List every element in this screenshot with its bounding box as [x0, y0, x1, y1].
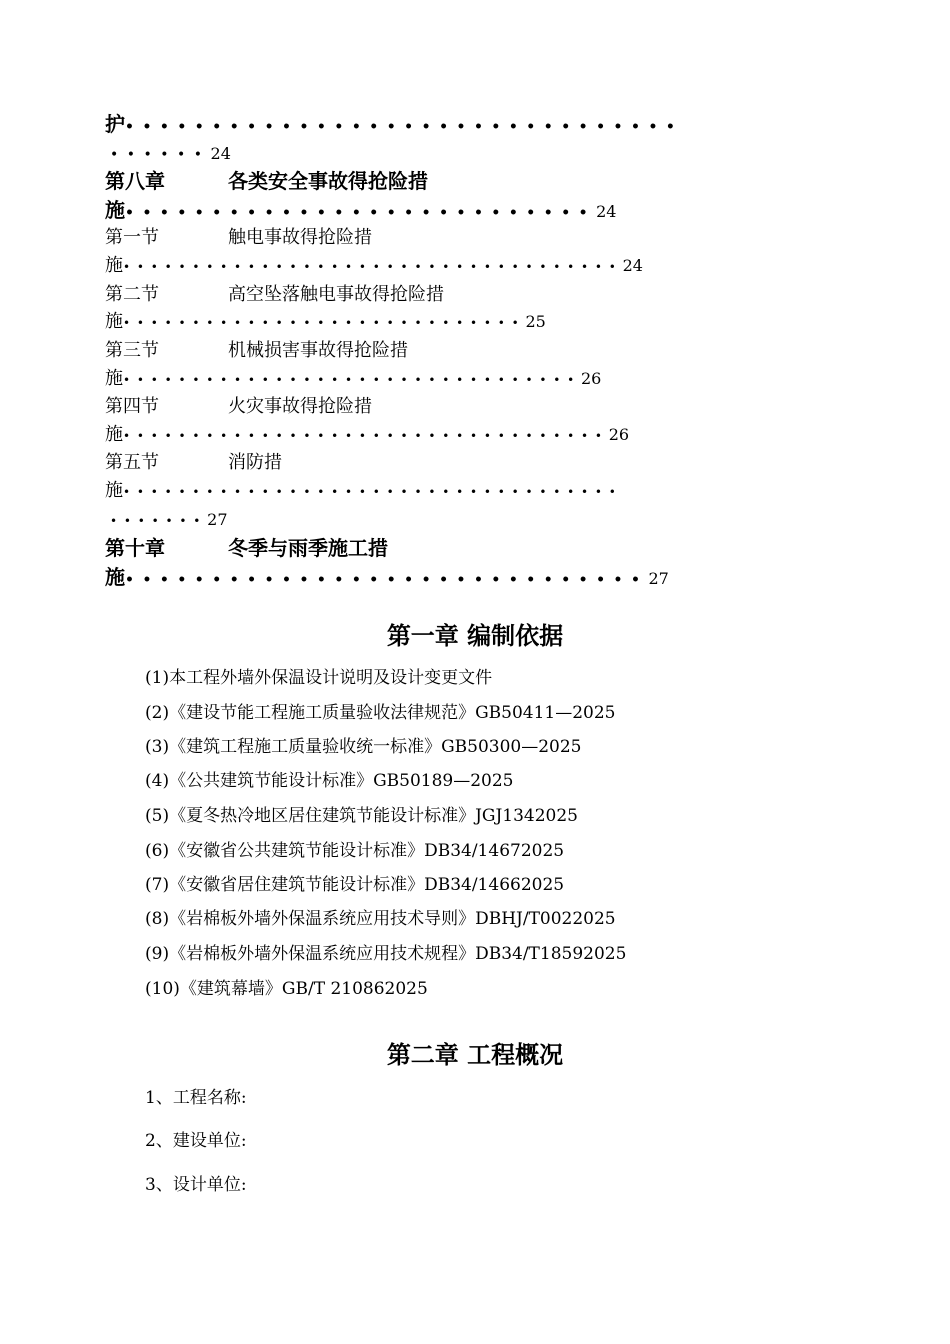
toc-chapter-8-title: 各类安全事故得抢险措: [228, 169, 428, 193]
toc-section-4-cont: [105, 424, 629, 447]
toc-section-3-cont: [105, 368, 601, 391]
project-info-item-2: 2、建设单位:: [145, 1131, 247, 1151]
toc-leader-dots: •••••••••••••••••••••••••••: [125, 205, 597, 221]
toc-cont-head: 施: [105, 255, 123, 276]
toc-section-5-cont-2: [110, 509, 228, 532]
reference-item-4: (4)《公共建筑节能设计标准》GB50189—2025: [145, 771, 514, 791]
toc-page-number: 27: [648, 569, 669, 588]
toc-page-number: 26: [608, 425, 630, 444]
toc-leader-dots: ••••••••••••••••••••••••••••••••••••: [123, 260, 623, 274]
toc-page-number: 24: [210, 144, 231, 163]
toc-leader-dots: •••••••••••••••••••••••••••••: [123, 316, 526, 330]
toc-leader-dots: ••••••••••••••••••••••••••••••••: [125, 119, 684, 135]
toc-section-2-title: 高空坠落触电事故得抢险措: [228, 284, 444, 305]
toc-section-5-label: 第五节: [105, 452, 159, 473]
toc-leader-dots: ••••••: [110, 147, 211, 163]
toc-cont-head: 护: [105, 112, 125, 136]
toc-section-2-label: 第二节: [105, 284, 159, 305]
toc-cont-head: 施: [105, 480, 123, 501]
toc-section-5-title: 消防措: [228, 452, 282, 473]
toc-section-1-cont: [105, 255, 643, 278]
reference-item-7: (7)《安徽省居住建筑节能设计标准》DB34/14662025: [145, 875, 565, 895]
toc-leader-dots: ••••••••••••••••••••••••••••••••••••: [123, 485, 623, 499]
toc-chapter-8-label: 第八章: [105, 169, 165, 193]
reference-item-8: (8)《岩棉板外墙外保温系统应用技术导则》DBHJ/T0022025: [145, 909, 616, 929]
toc-cont-head: 施: [105, 311, 123, 332]
project-info-item-1: 1、工程名称:: [145, 1088, 247, 1108]
reference-item-2: (2)《建设节能工程施工质量验收法律规范》GB50411—2025: [145, 703, 616, 723]
toc-section-3-label: 第三节: [105, 340, 159, 361]
toc-leader-dots: •••••••••••••••••••••••••••••••••: [123, 373, 581, 387]
toc-page-number: 25: [525, 312, 546, 331]
reference-item-10: (10)《建筑幕墙》GB/T 210862025: [145, 979, 428, 999]
toc-chapter-8-cont: [105, 199, 616, 224]
chapter-2-heading: 第二章 工程概况: [386, 1040, 564, 1069]
chapter-1-heading: 第一章 编制依据: [386, 621, 564, 650]
toc-cont-line: [105, 113, 683, 138]
toc-page-number: 24: [596, 202, 617, 221]
toc-cont-head: 施: [105, 424, 123, 445]
toc-page-number: 24: [622, 256, 643, 275]
toc-section-1-label: 第一节: [105, 227, 159, 248]
toc-cont-line-2: [110, 143, 231, 166]
reference-item-3: (3)《建筑工程施工质量验收统一标准》GB50300—2025: [145, 737, 582, 757]
toc-leader-dots: ••••••••••••••••••••••••••••••: [125, 572, 649, 588]
toc-chapter-10-cont: [105, 566, 669, 591]
project-info-item-3: 3、设计单位:: [145, 1175, 247, 1195]
toc-chapter-10-title: 冬季与雨季施工措: [228, 536, 388, 560]
toc-leader-dots: •••••••: [110, 514, 208, 528]
toc-page-number: 26: [580, 369, 602, 388]
reference-item-6: (6)《安徽省公共建筑节能设计标准》DB34/14672025: [145, 841, 565, 861]
reference-item-9: (9)《岩棉板外墙外保温系统应用技术规程》DB34/T18592025: [145, 944, 627, 964]
reference-item-5: (5)《夏冬热冷地区居住建筑节能设计标准》JGJ1342025: [145, 806, 579, 826]
toc-section-1-title: 触电事故得抢险措: [228, 227, 372, 248]
toc-cont-head: 施: [105, 198, 125, 222]
toc-cont-head: 施: [105, 565, 125, 589]
toc-chapter-10-label: 第十章: [105, 536, 165, 560]
toc-section-3-title: 机械损害事故得抢险措: [228, 340, 408, 361]
toc-section-5-cont: [105, 480, 623, 503]
toc-page-number: 27: [207, 510, 228, 529]
toc-leader-dots: •••••••••••••••••••••••••••••••••••: [123, 429, 609, 443]
toc-section-4-title: 火灾事故得抢险措: [228, 396, 372, 417]
toc-section-2-cont: [105, 311, 546, 334]
toc-cont-head: 施: [105, 368, 123, 389]
toc-section-4-label: 第四节: [105, 396, 159, 417]
reference-item-1: (1)本工程外墙外保温设计说明及设计变更文件: [145, 668, 493, 688]
